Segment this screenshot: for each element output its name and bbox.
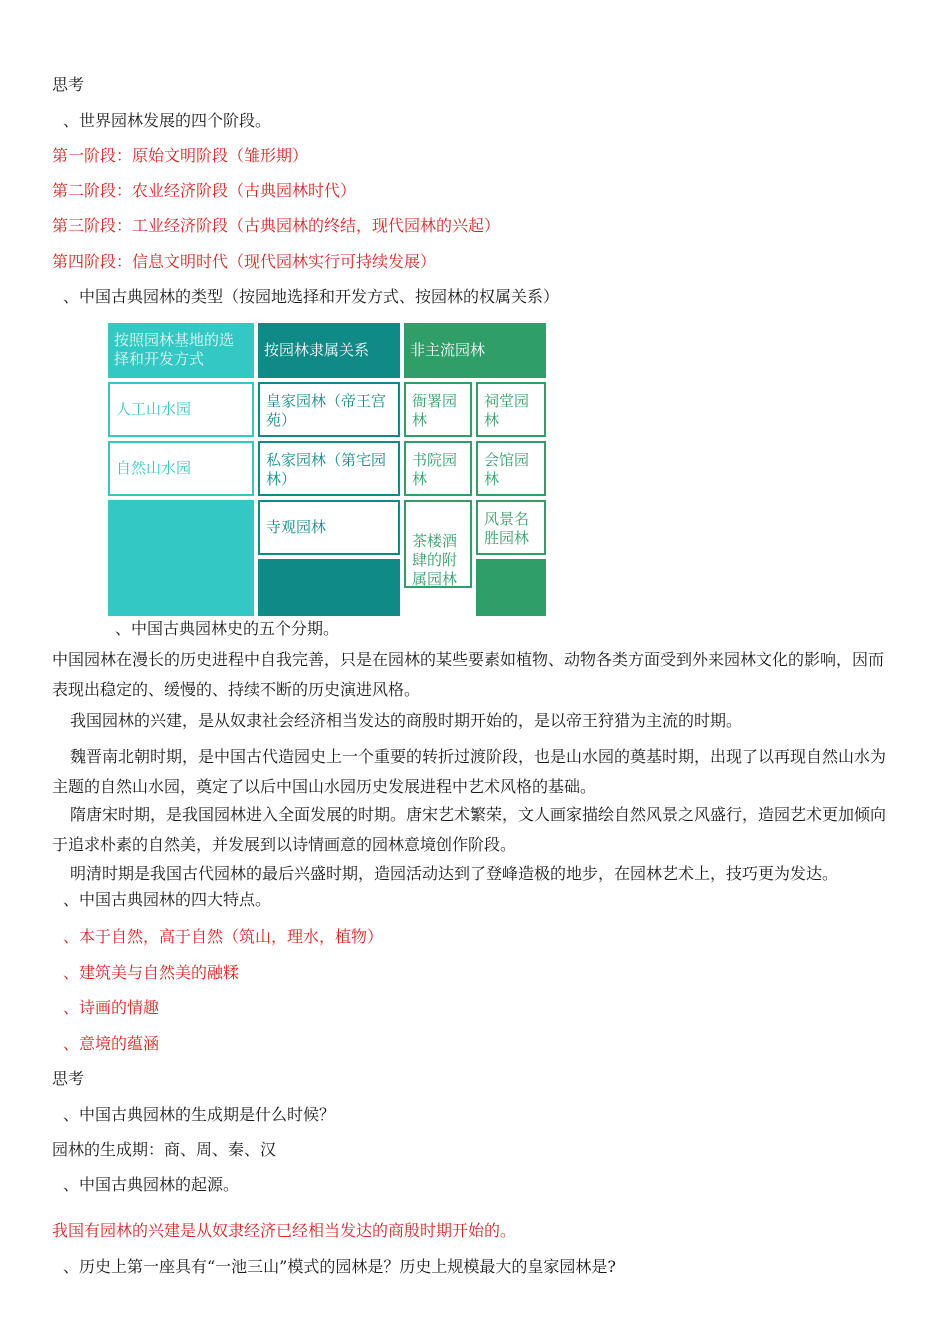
- filler-block-teal: [108, 500, 254, 616]
- cell-shrine-garden: 祠堂园林: [476, 382, 546, 437]
- cell-guild-garden: 会馆园林: [476, 441, 546, 496]
- paragraph-ming-qing: 明清时期是我国古代园林的最后兴盛时期，造园活动达到了登峰造极的地步，在园林艺术上，技巧更为发达。: [70, 864, 839, 883]
- feature-2: 、建筑美与自然美的融糅: [63, 963, 240, 982]
- stage-2: 第二阶段：农业经济阶段（古典园林时代）: [52, 181, 357, 200]
- stage-1: 第一阶段：原始文明阶段（雏形期）: [52, 146, 309, 165]
- paragraph-sui-tang-song: 隋唐宋时期，是我国园林进入全面发展的时期。唐宋艺术繁荣，文人画家描绘自然风景之风盛行，造园艺术更加倾向于追求朴素的自然美，并发展到以诗情画意的园林意境创作阶段。: [52, 805, 887, 854]
- feature-4: 、意境的蕴涵: [63, 1034, 160, 1053]
- cell-yamen-garden: 衙署园林: [404, 382, 472, 437]
- cell-artificial-landscape: 人工山水园: [108, 382, 254, 437]
- question-first-garden: 、历史上第一座具有“一池三山”模式的园林是？历史上规模最大的皇家园林是?: [63, 1257, 616, 1276]
- heading-think-2: 思考: [52, 1069, 85, 1088]
- cell-academy-garden: 书院园林: [404, 441, 472, 496]
- question-formation: 、中国古典园林的生成期是什么时候？: [63, 1105, 336, 1124]
- heading-think: 思考: [52, 75, 85, 94]
- stage-3: 第三阶段：工业经济阶段（古典园林的终结，现代园林的兴起）: [52, 216, 501, 235]
- paragraph-shang-yin: 我国园林的兴建，是从奴隶社会经济相当发达的商殷时期开始的，是以帝王狩猎为主流的时期。: [70, 711, 743, 730]
- question-stages: 、世界园林发展的四个阶段。: [63, 111, 272, 130]
- answer-formation: 园林的生成期：商、周、秦、汉: [52, 1140, 277, 1159]
- header-minor: 非主流园林: [404, 323, 546, 378]
- garden-type-diagram: [108, 323, 546, 616]
- question-features: 、中国古典园林的四大特点。: [63, 890, 272, 909]
- paragraph-stable-style: 中国园林在漫长的历史进程中自我完善，只是在园林的某些要素如植物、动物各类方面受到外来园林文化的影响，因而表现出稳定的、缓慢的、持续不断的历史演进风格。: [52, 650, 885, 699]
- cell-teahouse-garden: 茶楼酒肆的附属园林: [404, 500, 472, 588]
- question-origin: 、中国古典园林的起源。: [63, 1175, 240, 1194]
- feature-3: 、诗画的情趣: [63, 998, 160, 1017]
- header-ownership: 按园林隶属关系: [258, 323, 400, 378]
- answer-origin: 我国有园林的兴建是从奴隶经济已经相当发达的商殷时期开始的。: [52, 1221, 517, 1240]
- cell-temple-garden: 寺观园林: [258, 500, 400, 555]
- filler-block-dark: [258, 559, 400, 616]
- stage-4: 第四阶段：信息文明时代（现代园林实行可持续发展）: [52, 252, 437, 271]
- filler-block-green: [476, 559, 546, 616]
- cell-natural-landscape: 自然山水园: [108, 441, 254, 496]
- cell-private-garden: 私家园林（第宅园林）: [258, 441, 400, 496]
- cell-royal-garden: 皇家园林（帝王宫苑）: [258, 382, 400, 437]
- header-site-method: 按照园林基地的选择和开发方式: [108, 323, 254, 378]
- feature-1: 、本于自然，高于自然（筑山，理水，植物）: [63, 927, 384, 946]
- cell-scenic-garden: 风景名胜园林: [476, 500, 546, 555]
- question-types: 、中国古典园林的类型（按园地选择和开发方式、按园林的权属关系）: [63, 287, 560, 306]
- paragraph-wei-jin: 魏晋南北朝时期，是中国古代造园史上一个重要的转折过渡阶段，也是山水园的奠基时期，出现了以再现自然山水为主题的自然山水园，奠定了以后中国山水园历史发展进程中艺术风格的基础。: [52, 747, 887, 796]
- question-periods: 、中国古典园林史的五个分期。: [115, 619, 340, 638]
